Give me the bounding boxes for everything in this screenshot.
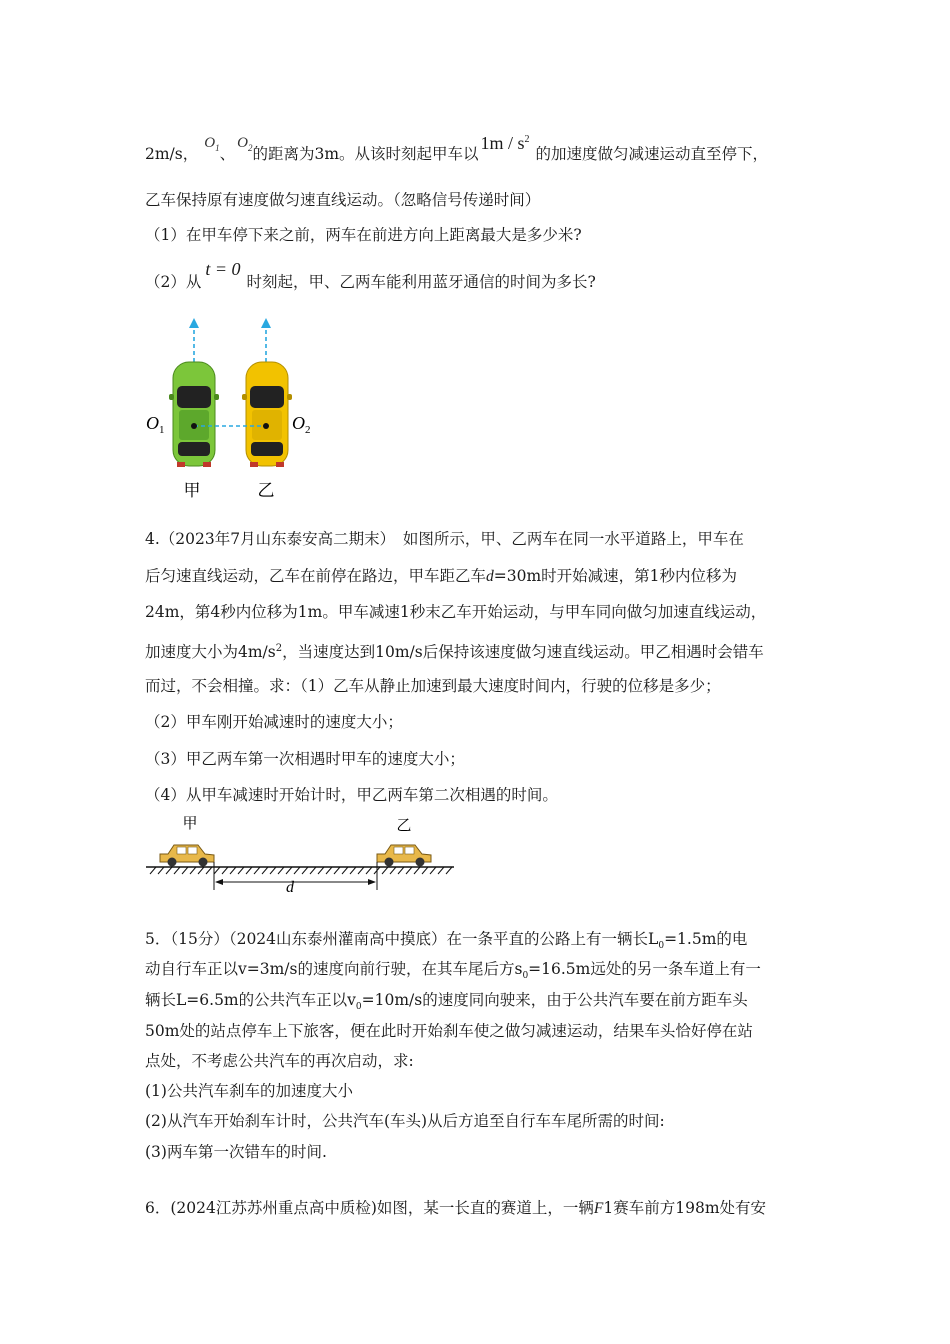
q4-question-2: （2）甲车刚开始减速时的速度大小；	[145, 713, 403, 731]
q5-subscript: 0	[522, 971, 529, 982]
direction-arrow-right	[261, 318, 271, 362]
road-figure	[142, 812, 462, 894]
two-cars-figure	[140, 312, 340, 512]
q4-text: 加速度大小为4m/s	[145, 643, 276, 662]
q4-line-4	[145, 638, 764, 663]
q6-text: 6．(2024江苏苏州重点高中质检)如图，某一长直的赛道上，一辆	[145, 1199, 594, 1217]
o2-symbol: $O_2$	[237, 135, 253, 153]
label-o2: $O_2$	[292, 413, 311, 436]
label-car-jia: 甲	[182, 814, 198, 832]
q5-line-2	[145, 958, 761, 987]
accel-expression: $1m / s^2$	[480, 133, 530, 153]
q5-text: =1.5m的电	[664, 930, 748, 948]
green-car	[169, 362, 219, 467]
q5-question-2: (2)从汽车开始刹车计时，公共汽车(车头)从后方追至自行车车尾所需的时间:	[145, 1112, 665, 1130]
q3-line-4	[145, 259, 596, 293]
center-point-o1	[191, 423, 197, 429]
car-jia	[160, 845, 214, 867]
q3-line-2: 乙车保持原有速度做匀速直线运动。（忽略信号传递时间）	[145, 191, 541, 209]
q3-text: 的加速度做匀减速运动直至停下，	[535, 145, 769, 163]
direction-arrow-left	[189, 318, 199, 362]
variable-f: F	[593, 1200, 604, 1217]
q4-text: 后匀速直线运动，乙车在前停在路边，甲车距乙车	[145, 567, 487, 585]
q3-separator: 、	[219, 145, 236, 163]
q5-subscript: 0	[355, 1002, 362, 1013]
q4-superscript: 2	[275, 643, 283, 654]
q5-text: =10m/s的速度同向驶来，由于公共汽车要在前方距车头	[361, 991, 748, 1009]
q5-line-5: 点处，不考虑公共汽车的再次启动，求:	[145, 1052, 414, 1070]
q5-text: 5．（15分）（2024山东泰州灌南高中摸底）在一条平直的公路上有一辆长L	[145, 930, 659, 948]
q5-text: =16.5m远处的另一条车道上有一	[528, 960, 761, 978]
q3-line-1	[145, 133, 769, 171]
q4-text: ，当速度达到10m/s后保持该速度做匀速直线运动。甲乙相遇时会错车	[282, 643, 764, 662]
q5-subscript: 0	[658, 941, 665, 952]
variable-d: d	[486, 568, 494, 585]
center-point-o2	[263, 423, 269, 429]
label-o1: $O_1$	[146, 413, 165, 436]
q4-line-2	[145, 565, 737, 588]
q3-text: 的距离为3m。从该时刻起甲车以	[252, 145, 479, 163]
q5-line-3	[145, 989, 748, 1018]
car-yi	[377, 845, 431, 867]
q5-text: 辆长L=6.5m的公共汽车正以v	[145, 991, 356, 1009]
q5-question-3: (3)两车第一次错车的时间.	[145, 1143, 327, 1161]
label-car-yi: 乙	[396, 816, 412, 834]
q4-question-4: （4）从甲车减速时开始计时，甲乙两车第二次相遇的时间。	[145, 786, 558, 804]
q5-question-1: (1)公共汽车刹车的加速度大小	[145, 1082, 353, 1100]
q5-text: 动自行车正以v=3m/s的速度向前行驶，在其车尾后方s	[145, 960, 523, 978]
dim-arrow-left	[215, 879, 223, 885]
t-equals-zero: t = 0	[205, 259, 241, 279]
dim-arrow-right	[368, 879, 376, 885]
label-car-yi: 乙	[257, 481, 275, 501]
q4-text: =30m时开始减速，第1秒内位移为	[493, 567, 738, 585]
q4-line-1: 4.（2023年7月山东泰安高二期末） 如图所示，甲、乙两车在同一水平道路上，甲车在	[145, 530, 744, 548]
q4-line-3: 24m，第4秒内位移为1m。甲车减速1秒末乙车开始运动，与甲车同向做匀加速直线运动，	[145, 603, 767, 621]
q3-question-1: （1）在甲车停下来之前，两车在前进方向上距离最大是多少米?	[145, 226, 582, 244]
q6-line-1	[145, 1197, 766, 1220]
q5-line-1	[145, 928, 747, 957]
q4-question-3: （3）甲乙两车第一次相遇时甲车的速度大小；	[145, 750, 465, 768]
yellow-car	[242, 362, 292, 467]
ground-hatching	[150, 867, 452, 874]
o1-symbol: $O_1$	[204, 135, 220, 153]
q4-line-5: 而过，不会相撞。求：（1）乙车从静止加速到最大速度时间内，行驶的位移是多少；	[145, 677, 721, 695]
label-d: d	[286, 879, 294, 894]
q3-text: （2）从	[145, 273, 202, 291]
q6-text: 1赛车前方198m处有安	[603, 1199, 767, 1217]
q3-text: 2m/s，	[145, 145, 199, 163]
label-car-jia: 甲	[183, 481, 201, 501]
q3-text: 时刻起，甲、乙两车能利用蓝牙通信的时间为多长?	[246, 273, 596, 291]
q5-line-4: 50m处的站点停车上下旅客，便在此时开始刹车使之做匀减速运动，结果车头恰好停在站	[145, 1022, 753, 1040]
